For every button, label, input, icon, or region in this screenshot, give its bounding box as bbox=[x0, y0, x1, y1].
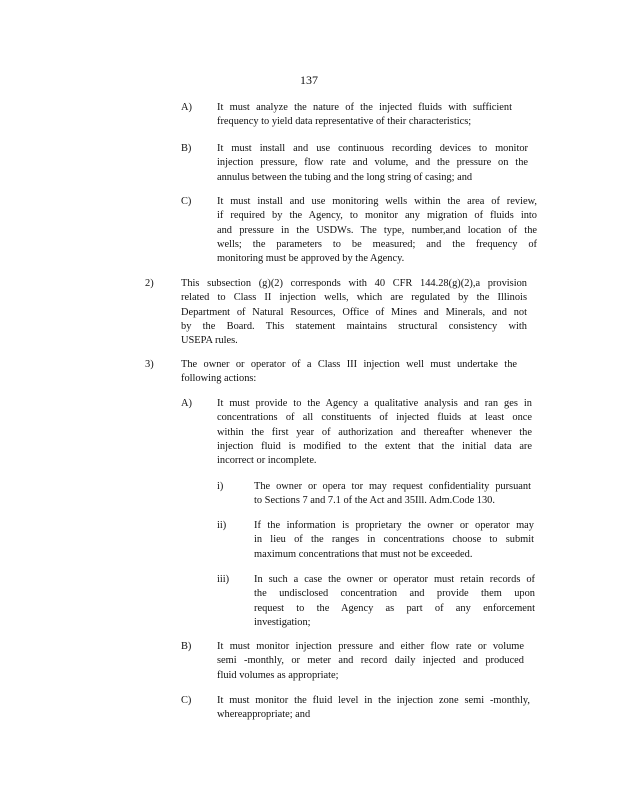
text-line: in lieu of the ranges in concentrations choose to submit bbox=[254, 534, 534, 546]
text-line: following actions: bbox=[181, 373, 257, 385]
text-line: If the information is proprietary the owner or operator may bbox=[254, 520, 534, 531]
text-line: It must install and use monitoring wells within the area of review, bbox=[217, 196, 537, 207]
item-3a-iii-text bbox=[254, 573, 535, 630]
text-line: It must analyze the nature of the injected fluids with sufficient bbox=[217, 102, 512, 113]
text-line: In such a case the owner or operator must retain records of bbox=[254, 574, 535, 585]
text-line: by the Board. This statement maintains structural consistency with bbox=[181, 320, 527, 332]
text-line: The owner or opera tor may request confidentiality pursuant bbox=[254, 481, 531, 492]
item-label: B) bbox=[181, 641, 192, 652]
text-line: It must provide to the Agency a qualitative analysis and ran ges in bbox=[217, 398, 532, 409]
item-label: i) bbox=[217, 481, 224, 492]
item-3b-text bbox=[217, 640, 524, 683]
item-3a-ii-text bbox=[254, 519, 534, 562]
text-line: request to the Agency as part of any enforcement bbox=[254, 602, 535, 614]
item-label: B) bbox=[181, 143, 192, 154]
text-line: fluid volumes as appropriate; bbox=[217, 669, 339, 681]
text-line: monitoring must be approved by the Agency. bbox=[217, 253, 405, 265]
item-a-text bbox=[217, 101, 512, 130]
item-3c-text bbox=[217, 694, 530, 723]
item-c-text bbox=[217, 195, 537, 266]
text-line: related to Class II injection wells, which are regulated by the Illinois bbox=[181, 292, 527, 304]
text-line: frequency to yield data representative of their characteristics; bbox=[217, 116, 472, 128]
item-label: ii) bbox=[217, 520, 227, 531]
item-label: C) bbox=[181, 196, 192, 207]
item-label: A) bbox=[181, 398, 192, 409]
text-line: maximum concentrations that must not be exceeded. bbox=[254, 548, 473, 560]
text-line: This subsection (g)(2) corresponds with 40 CFR 144.28(g)(2),a provision bbox=[181, 278, 527, 289]
text-line: incorrect or incomplete. bbox=[217, 455, 317, 467]
text-line: within the first year of authorization and thereafter whenever the bbox=[217, 426, 532, 438]
item-2-text bbox=[181, 277, 527, 348]
text-line: annulus between the tubing and the long string of casing; and bbox=[217, 171, 473, 183]
item-3-text bbox=[181, 358, 517, 387]
text-line: It must install and use continuous recording devices to monitor bbox=[217, 143, 528, 154]
item-label: 2) bbox=[145, 278, 154, 289]
text-line: the undisclosed concentration and provide them upon bbox=[254, 588, 535, 600]
item-label: iii) bbox=[217, 574, 230, 585]
text-line: investigation; bbox=[254, 616, 311, 628]
text-line: injection pressure, flow rate and volume, and the pressure on the bbox=[217, 157, 528, 169]
text-line: It must monitor injection pressure and either flow rate or volume bbox=[217, 641, 524, 652]
item-b-text bbox=[217, 142, 528, 185]
text-line: Department of Natural Resources, Office of Mines and Minerals, and not bbox=[181, 306, 527, 318]
text-line: and pressure in the USDWs. The type, number,and location of the bbox=[217, 224, 537, 236]
page-number: 137 bbox=[300, 73, 318, 87]
item-3a-text bbox=[217, 397, 532, 468]
item-label: A) bbox=[181, 102, 192, 113]
text-line: injection fluid is modified to the extent that the initial data are bbox=[217, 440, 532, 452]
item-label: C) bbox=[181, 695, 192, 706]
text-line: semi -monthly, or meter and record daily injected and produced bbox=[217, 655, 524, 667]
text-line: concentrations of all constituents of injected fluids at least once bbox=[217, 412, 532, 424]
item-label: 3) bbox=[145, 359, 154, 370]
text-line: It must monitor the fluid level in the injection zone semi -monthly, bbox=[217, 695, 530, 706]
text-line: The owner or operator of a Class III injection well must undertake the bbox=[181, 359, 517, 370]
item-3a-i-text bbox=[254, 480, 531, 509]
text-line: if required by the Agency, to monitor any migration of fluids into bbox=[217, 210, 537, 222]
text-line: whereappropriate; and bbox=[217, 709, 311, 721]
text-line: wells; the parameters to be measured; and the frequency of bbox=[217, 238, 537, 250]
text-line: to Sections 7 and 7.1 of the Act and 35Ill. Adm.Code 130. bbox=[254, 495, 495, 507]
text-line: USEPA rules. bbox=[181, 335, 238, 347]
